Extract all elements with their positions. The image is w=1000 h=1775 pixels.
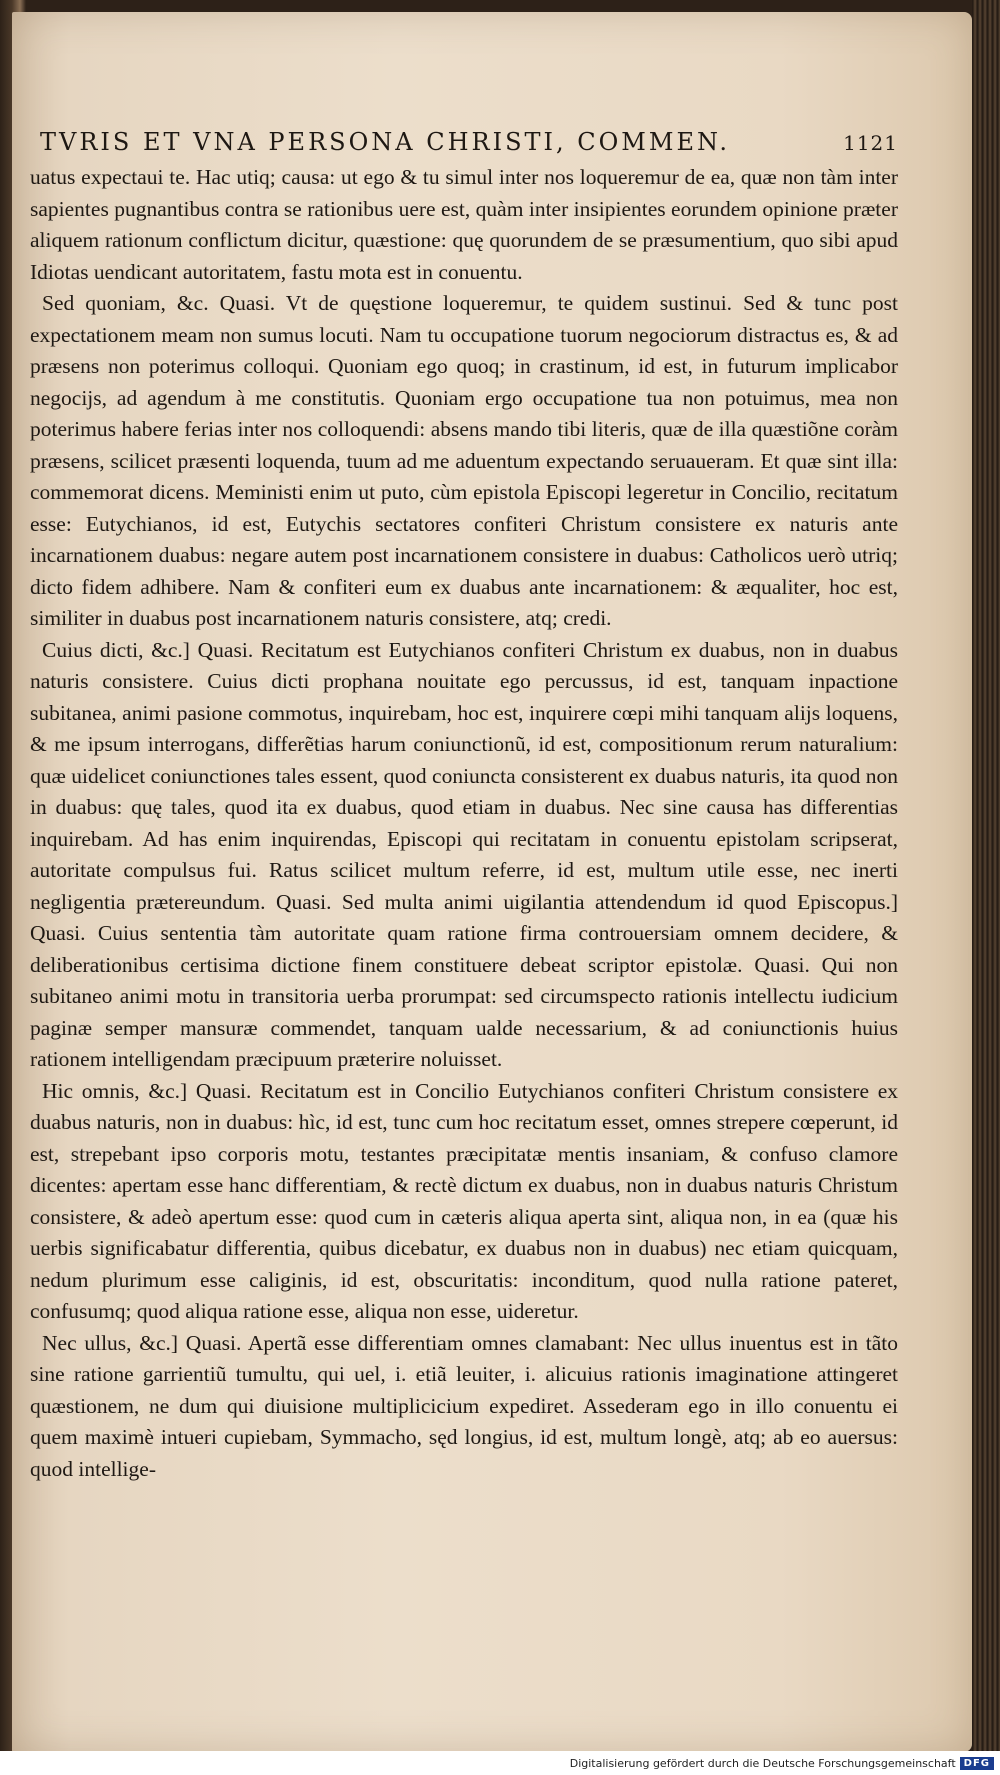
- running-header: [40, 128, 898, 156]
- folio-number: 1121: [843, 131, 898, 155]
- paragraph-5: Nec ullus, &c.] Quasi. Apertã esse differentiam omnes clamabant: Nec ullus inuentus est in tãto sine ratione garrientiũ tumultu, qui uel, i. etiã leuiter, i. alicuius rationis imaginatione attingeret quæstionem, ne dum qui diuisione multiplicicium expediret. Assederam ego in illo conuentu ei quem maximè intueri cupiebam, Symmacho, sęd longius, id est, multum longè, atq; ab eo auersus: quod intellige-: [30, 1330, 898, 1481]
- footer-credit: Digitalisierung gefördert durch die Deutsche Forschungsgemeinschaft: [569, 1756, 956, 1770]
- text-block: [30, 128, 898, 1485]
- dfg-logo: DFG: [960, 1757, 994, 1770]
- paragraph-4: Hic omnis, &c.] Quasi. Recitatum est in Concilio Eutychianos confiteri Christum consistere ex duabus naturis, non in duabus: hìc, id est, tunc cum hoc recitatum esset, omnes strepere cœperunt, id est, strepebant ipso corporis motu, testantes præcipitatæ mentis insaniam, & confuso clamore dicentes: apertam esse hanc differentiam, & rectè dictum ex duabus, non in duabus naturis Christum consistere, & adeò apertum esse: quod cum in cæteris aliqua aperta sint, aliqua non, in ea (quæ his uerbis significabatur differentia, quibus dicebatur, ex duabus non in duabus) nec etiam quicquam, nedum plurimum esse caliginis, id est, obscuritatis: inconditum, quod nulla ratione pateret, confusumq; quod aliqua ratione esse, aliqua non esse, uideretur.: [30, 1078, 898, 1323]
- paragraph-1: uatus expectaui te. Hac utiq; causa: ut ego & tu simul inter nos loqueremur de ea, quæ non tàm inter sapientes pugnantibus contra se rationibus uere est, quàm inter insipientes eorundem opinione præter aliquem rationum conflictum dicitur, quæstione: quę quorundem de se præsumentium, quo sibi apud Idiotas uendicant autoritatem, fastu mota est in conuentu.: [30, 165, 898, 284]
- fore-edge: [972, 0, 1000, 1775]
- footer-bar: [0, 1751, 1000, 1775]
- paragraph-3: Cuius dicti, &c.] Quasi. Recitatum est Eutychianos confiteri Christum ex duabus, non in duabus naturis consistere. Cuius dicti prophana nouitate ego percussus, id est, tanquam inpactione subitanea, animi pasione commotus, inquirebam, hoc est, inquirere cœpi mihi tanquam alijs loquens, & me ipsum interrogans, differẽtias harum coniunctionũ, id est, compositionum rerum naturalium: quæ uidelicet coniunctiones tales essent, quod coniuncta consisterent ex duabus naturis, ita quod non in duabus: quę tales, quod ita ex duabus, quod etiam in duabus. Nec sine causa has differentias inquirebam. Ad has enim inquirendas, Episcopi qui recitatam in conuentu epistolam scripserat, autoritate compulsus fui. Ratus scilicet multum referre, id est, multum utile esse, nec inerti negligentia prætereundum. Quasi. Sed multa animi uigilantia attendendum id quod Episcopus.] Quasi. Cuius sententia tàm autoritate quam ratione firma controuersiam omnem decidere, & deliberationibus certisima dictione finem constituere debeat scriptor epistolæ. Quasi. Qui non subitaneo animi motu in transitoria uerba prorumpat: sed circumspecto rationis intellectu iudicium paginæ semper mansuræ commendet, tanquam ualde necessarium, & ad coniunctionis huius rationem intelligendam præcipuum præterire noluisset.: [30, 637, 898, 1071]
- running-title: TVRIS ET VNA PERSONA CHRISTI, COMMEN.: [40, 128, 731, 156]
- paragraph-2: Sed quoniam, &c. Quasi. Vt de quęstione loqueremur, te quidem sustinui. Sed & tunc post expectationem meam non sumus locuti. Nam tu occupatione tuorum negociorum distractus es, & ad præsens non poterimus colloqui. Quoniam ego quoq; in crastinum, id est, in futurum implicabor negocijs, ad agendum à me constitutis. Quoniam ergo occupatione tua non potuimus, mea non poterimus habere ferias inter nos colloquendi: absens mando tibi literis, quæ de illa quæstiõne coràm præsens, scilicet præsenti loquenda, tuum ad me aduentum expectando seruaueram. Et quæ sint illa: commemorat dicens. Meministi enim ut puto, cùm epistola Episcopi legeretur in Concilio, recitatum esse: Eutychianos, id est, Eutychis sectatores confiteri Christum consistere ex naturis ante incarnationem duabus: negare autem post incarnationem consistere in duabus: Catholicos uerò utriq; dicto fidem adhibere. Nam & confiteri eum ex duabus ante incarnationem: & æqualiter, hoc est, similiter in duabus post incarnationem naturis consistere, atq; credi.: [30, 291, 898, 630]
